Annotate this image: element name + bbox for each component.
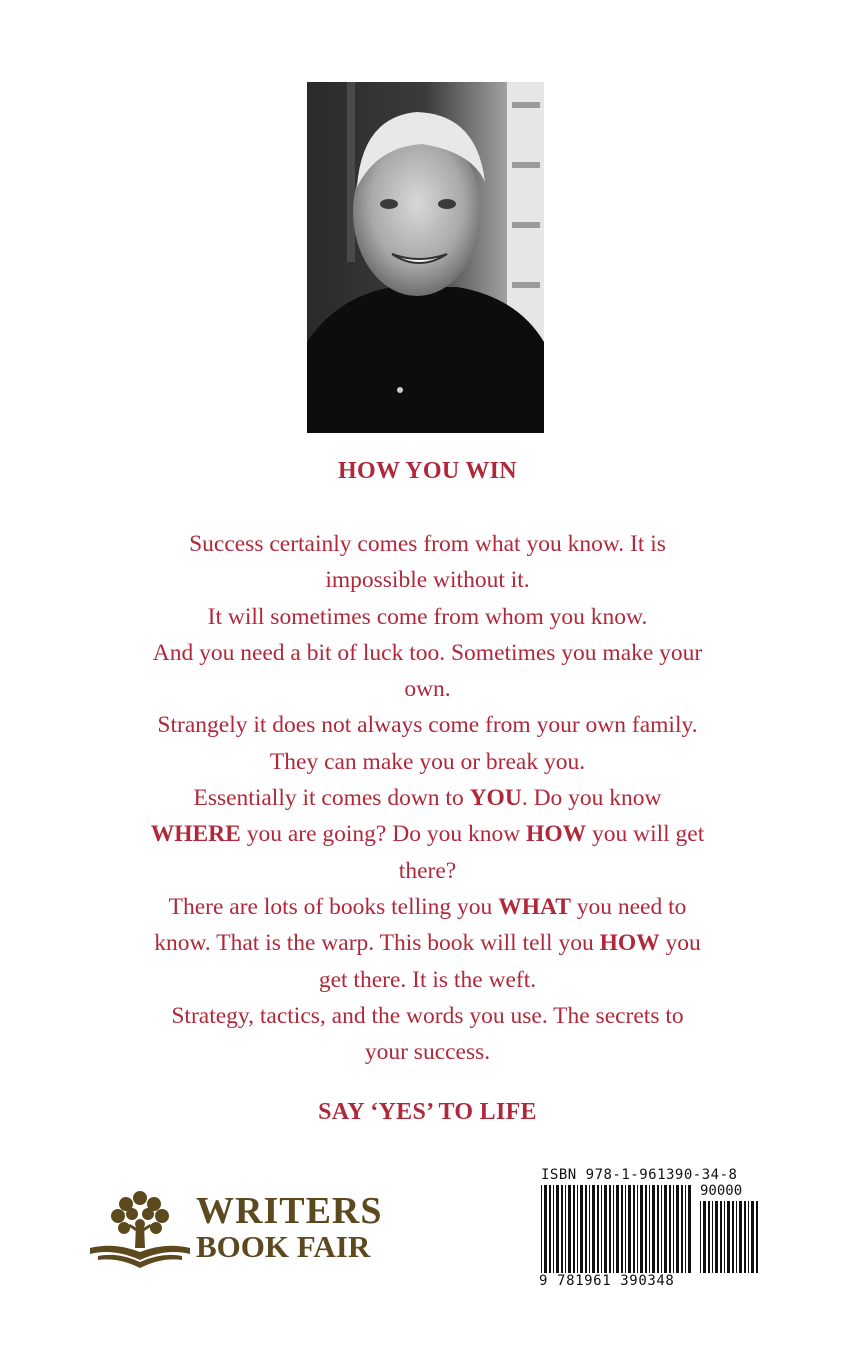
blurb-paragraph: [150, 998, 705, 1071]
barcode-bar: [676, 1185, 679, 1273]
barcode-bar: [727, 1201, 730, 1273]
barcode-bar: [669, 1185, 671, 1273]
barcode-bar: [756, 1201, 758, 1273]
blurb-text-span: It will sometimes come from whom you know.: [207, 603, 648, 630]
barcode-bar: [549, 1185, 551, 1273]
barcode-bar: [589, 1185, 590, 1273]
barcode-bar: [673, 1185, 674, 1273]
section-heading-how-you-win: HOW YOU WIN: [338, 458, 517, 484]
barcode-bar: [568, 1185, 571, 1273]
barcode-bar: [751, 1201, 754, 1273]
barcode-bar: [637, 1185, 638, 1273]
publisher-logo: [88, 1186, 388, 1276]
blurb-emphasis: WHAT: [498, 893, 571, 920]
barcode-bar: [544, 1185, 547, 1273]
barcode-bar: [616, 1185, 619, 1273]
blurb-text-span: you need to know. That is the warp. This book will tell you: [154, 893, 687, 957]
barcode-bar: [720, 1201, 722, 1273]
barcode-bar: [604, 1185, 607, 1273]
publisher-name-line2: BOOK FAIR: [196, 1229, 371, 1264]
blurb-text-span: Success certainly comes from what you know. It is impossible without it.: [189, 531, 666, 594]
barcode-bar: [609, 1185, 611, 1273]
barcode-bars-main: [541, 1185, 693, 1273]
blurb-emphasis: WHERE: [150, 821, 241, 848]
barcode-bar: [708, 1201, 710, 1273]
barcode-bar: [649, 1185, 650, 1273]
barcode-bar: [744, 1201, 746, 1273]
isbn-label: ISBN 978-1-961390-34-8: [541, 1167, 738, 1183]
publisher-name-line1: WRITERS: [196, 1190, 383, 1232]
barcode-bar: [715, 1201, 718, 1273]
section-heading-say-yes: SAY ‘YES’ TO LIFE: [318, 1099, 537, 1125]
barcode-bar: [541, 1185, 542, 1273]
barcode-bar: [556, 1185, 559, 1273]
blurb-paragraph: [150, 526, 705, 599]
blurb-text-span: There are lots of books telling you: [168, 893, 499, 920]
barcode-bar: [597, 1185, 599, 1273]
blurb-text-span: And you need a bit of luck too. Sometimes you make your own.: [152, 639, 703, 703]
barcode-bar: [703, 1201, 706, 1273]
barcode-bar: [736, 1201, 737, 1273]
barcode-digits: 9 781961 390348: [539, 1273, 675, 1289]
barcode-bar: [580, 1185, 583, 1273]
blurb-emphasis: HOW: [526, 821, 587, 848]
blurb-paragraph: [150, 599, 705, 635]
barcode-bar: [657, 1185, 659, 1273]
barcode-bar: [748, 1201, 749, 1273]
barcode-bar: [561, 1185, 563, 1273]
barcode-bar: [732, 1201, 734, 1273]
author-photo: [307, 82, 544, 433]
barcode-bar: [585, 1185, 587, 1273]
barcode-bar: [633, 1185, 635, 1273]
blurb-paragraph: [150, 635, 705, 708]
blurb-text-span: you are going? Do you know: [240, 821, 527, 848]
blurb-paragraph: [150, 707, 705, 780]
barcode-bar: [553, 1185, 554, 1273]
barcode-bar: [664, 1185, 667, 1273]
author-portrait-image: [307, 82, 544, 433]
barcode-bar: [661, 1185, 662, 1273]
blurb-paragraph: [150, 889, 705, 998]
blurb-text-span: . Do you know: [521, 785, 662, 812]
barcode-bars-addon: [700, 1201, 760, 1273]
barcode-bar: [700, 1201, 701, 1273]
barcode-bar: [688, 1185, 691, 1273]
barcode-bar: [565, 1185, 566, 1273]
barcode-bar: [739, 1201, 742, 1273]
barcode-addon-digits: 90000: [700, 1183, 743, 1199]
barcode-bar: [592, 1185, 595, 1273]
barcode-bar: [625, 1185, 626, 1273]
blurb-text-span: Strategy, tactics, and the words you use. The secrets to your success.: [171, 1002, 684, 1066]
barcode-bar: [577, 1185, 578, 1273]
blurb-paragraph: [150, 780, 705, 889]
barcode-bar: [601, 1185, 602, 1273]
isbn-barcode: [537, 1163, 765, 1291]
barcode-bar: [640, 1185, 643, 1273]
barcode-bar: [645, 1185, 647, 1273]
barcode-bar: [652, 1185, 655, 1273]
blurb-text-span: Strangely it does not always come from your own family. They can make you or break you.: [157, 712, 698, 775]
blurb-text-span: you get there. It is the weft.: [318, 930, 701, 993]
tree-book-icon: [88, 1186, 192, 1276]
barcode-bar: [621, 1185, 623, 1273]
blurb-emphasis: YOU: [469, 785, 522, 812]
blurb-emphasis: HOW: [599, 930, 660, 957]
barcode-bar: [628, 1185, 631, 1273]
blurb-text-span: Essentially it comes down to: [193, 785, 470, 812]
blurb-text: [150, 526, 705, 1070]
publisher-name: [196, 1192, 383, 1262]
barcode-bar: [613, 1185, 614, 1273]
blurb-text-span: you will get there?: [398, 821, 705, 884]
barcode-bar: [573, 1185, 575, 1273]
barcode-bar: [681, 1185, 683, 1273]
barcode-bar: [724, 1201, 725, 1273]
barcode-bar: [685, 1185, 686, 1273]
barcode-bar: [712, 1201, 713, 1273]
